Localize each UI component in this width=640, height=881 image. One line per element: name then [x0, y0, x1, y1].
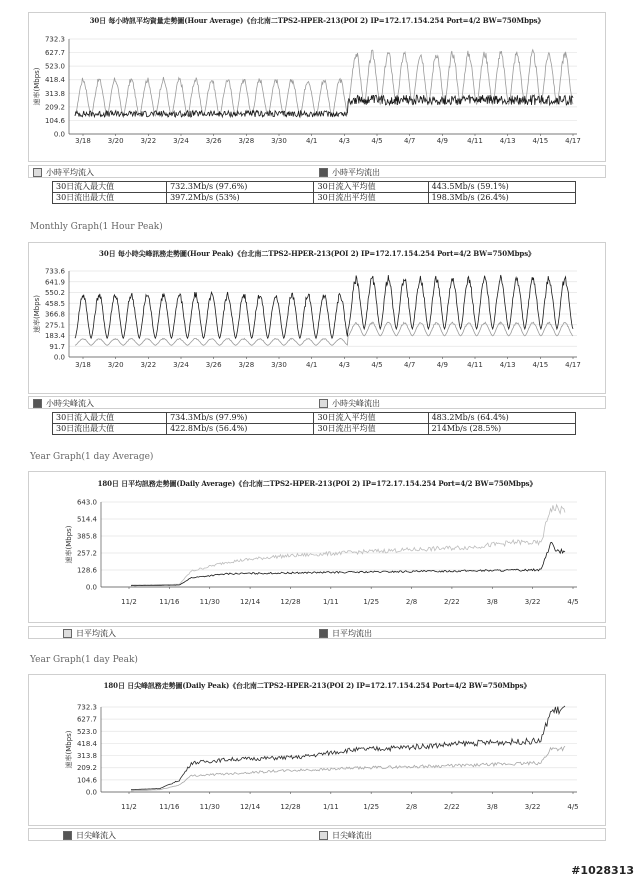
- daily-peak-chart: [29, 687, 605, 827]
- y-axis-label: 速率(Mbps): [33, 67, 41, 106]
- chart-panel-hour-average: [28, 12, 606, 162]
- x-tick-label: 2/8: [405, 598, 418, 606]
- x-tick-label: 4/17: [565, 137, 581, 145]
- y-tick-label: 275.1: [44, 321, 65, 330]
- x-tick-label: 2/22: [444, 803, 460, 811]
- hour-peak-chart: [29, 253, 605, 393]
- y-tick-label: 209.2: [76, 764, 97, 773]
- x-tick-label: 1/25: [363, 598, 380, 606]
- x-tick-label: 4/5: [371, 361, 383, 369]
- series-line-out: [131, 542, 565, 585]
- x-tick-label: 2/8: [405, 803, 418, 811]
- y-tick-label: 627.7: [76, 715, 97, 724]
- series-line-out: [75, 322, 573, 345]
- x-tick-label: 3/26: [205, 361, 222, 369]
- legend-item-in: [63, 830, 116, 841]
- y-tick-label: 458.5: [44, 299, 65, 308]
- y-axis-label: 速率(Mbps): [65, 730, 73, 769]
- hour-average-chart: [29, 21, 605, 161]
- x-tick-label: 3/28: [238, 361, 255, 369]
- legend-label: 小時平均流出: [332, 168, 380, 177]
- y-tick-label: 209.2: [44, 103, 65, 112]
- swatch-icon: [33, 399, 42, 408]
- chart-panel-daily-average: [28, 471, 606, 623]
- y-tick-label: 0.0: [53, 130, 65, 139]
- stat-value: 732.3Mb/s (97.6%): [167, 182, 314, 193]
- stat-label: 30日流入最大值: [53, 413, 167, 424]
- chart-panel-daily-peak: [28, 674, 606, 826]
- stat-label: 30日流出平均值: [314, 424, 428, 435]
- table-row: [53, 413, 576, 424]
- x-tick-label: 4/3: [338, 361, 350, 369]
- legend-label: 日尖峰流入: [76, 831, 116, 840]
- legend-item-in: [33, 398, 94, 409]
- x-tick-label: 4/5: [567, 803, 579, 811]
- section-heading-year-peak: Year Graph(1 day Peak): [30, 655, 138, 665]
- y-tick-label: 523.0: [76, 727, 97, 736]
- y-tick-label: 104.6: [44, 116, 65, 125]
- watermark: #1028313: [571, 864, 634, 877]
- x-tick-label: 4/5: [371, 137, 383, 145]
- x-tick-label: 1/25: [363, 803, 380, 811]
- x-tick-label: 11/30: [199, 598, 220, 606]
- series-line-out: [75, 95, 573, 117]
- legend: [28, 626, 606, 639]
- stat-value: 734.3Mb/s (97.9%): [167, 413, 314, 424]
- x-tick-label: 3/24: [173, 137, 189, 145]
- table-row: [53, 193, 576, 204]
- x-tick-label: 4/3: [338, 137, 350, 145]
- swatch-icon: [33, 168, 42, 177]
- x-tick-label: 4/9: [436, 361, 448, 369]
- y-tick-label: 385.8: [76, 532, 97, 541]
- x-tick-label: 3/22: [524, 598, 541, 606]
- y-tick-label: 418.4: [76, 739, 97, 748]
- y-tick-label: 514.4: [76, 515, 97, 524]
- y-tick-label: 733.6: [44, 267, 65, 276]
- stat-label: 30日流出最大值: [53, 424, 167, 435]
- y-tick-label: 91.7: [49, 342, 65, 351]
- x-tick-label: 11/2: [121, 803, 137, 811]
- chart-title: 30日 每小時訊平均資量走勢圖(Hour Average)《台北南二TPS2-HPER-213(POI 2) IP=172.17.154.254 Port=4/2 BW=750Mbps》: [89, 16, 545, 25]
- daily-average-chart: [29, 484, 605, 624]
- x-tick-label: 1/11: [322, 803, 339, 811]
- y-tick-label: 641.9: [44, 278, 65, 287]
- y-tick-label: 523.0: [44, 62, 65, 71]
- series-line-out: [131, 746, 565, 791]
- x-tick-label: 4/7: [404, 137, 416, 145]
- x-tick-label: 11/16: [159, 598, 180, 606]
- x-tick-label: 3/26: [205, 137, 222, 145]
- y-tick-label: 104.6: [76, 776, 97, 785]
- series-line-in: [131, 505, 565, 585]
- legend-item-in: [33, 167, 94, 178]
- section-heading-monthly-peak: Monthly Graph(1 Hour Peak): [30, 222, 163, 232]
- x-tick-label: 4/5: [567, 598, 579, 606]
- x-tick-label: 3/18: [75, 137, 91, 145]
- x-tick-label: 3/20: [107, 361, 124, 369]
- x-tick-label: 12/28: [280, 803, 301, 811]
- stat-label: 30日流出平均值: [314, 193, 428, 204]
- x-tick-label: 4/17: [565, 361, 581, 369]
- y-tick-label: 257.2: [76, 549, 97, 558]
- legend-item-out: [319, 830, 372, 841]
- y-tick-label: 313.8: [44, 89, 65, 98]
- x-tick-label: 4/11: [467, 361, 483, 369]
- x-tick-label: 4/15: [532, 361, 549, 369]
- stat-value: 483.2Mb/s (64.4%): [428, 413, 575, 424]
- legend-label: 小時尖峰流出: [332, 399, 380, 408]
- y-tick-label: 313.8: [76, 752, 97, 761]
- stat-value: 422.8Mb/s (56.4%): [167, 424, 314, 435]
- legend-item-out: [319, 398, 380, 409]
- stat-label: 30日流入平均值: [314, 182, 428, 193]
- chart-title: 180日 日平均訊務走勢圖(Daily Average)《台北南二TPS2-HPER-213(POI 2) IP=172.17.154.254 Port=4/2 BW=750Mbps》: [97, 479, 537, 488]
- y-axis-label: 速率(Mbps): [65, 525, 73, 564]
- y-tick-label: 0.0: [85, 788, 97, 797]
- x-tick-label: 4/13: [499, 137, 516, 145]
- y-tick-label: 366.8: [44, 310, 65, 319]
- swatch-icon: [319, 168, 328, 177]
- y-tick-label: 418.4: [44, 76, 65, 85]
- y-tick-label: 643.0: [76, 498, 97, 507]
- chart-title: 30日 每小時尖峰訊務走勢圖(Hour Peak)《台北南二TPS2-HPER-213(POI 2) IP=172.17.154.254 Port=4/2 BW=750Mbps》: [99, 249, 535, 258]
- legend-label: 小時尖峰流入: [46, 399, 94, 408]
- x-tick-label: 4/13: [499, 361, 516, 369]
- x-tick-label: 3/22: [140, 361, 157, 369]
- table-row: [53, 182, 576, 193]
- x-tick-label: 3/28: [238, 137, 255, 145]
- y-tick-label: 128.6: [76, 566, 97, 575]
- x-tick-label: 3/24: [173, 361, 189, 369]
- swatch-icon: [319, 831, 328, 840]
- x-tick-label: 3/20: [107, 137, 124, 145]
- stats-table: [52, 181, 576, 204]
- swatch-icon: [63, 629, 72, 638]
- chart-panel-hour-peak: [28, 242, 606, 394]
- x-tick-label: 12/14: [239, 598, 261, 606]
- y-tick-label: 732.3: [76, 703, 97, 712]
- stat-value: 198.3Mb/s (26.4%): [428, 193, 575, 204]
- y-tick-label: 0.0: [53, 353, 65, 362]
- x-tick-label: 4/9: [436, 137, 448, 145]
- x-tick-label: 4/15: [532, 137, 549, 145]
- section-heading-year-average: Year Graph(1 day Average): [30, 452, 154, 462]
- legend-item-in: [63, 628, 116, 639]
- y-tick-label: 732.3: [44, 35, 65, 44]
- stat-label: 30日流入平均值: [314, 413, 428, 424]
- x-tick-label: 3/18: [75, 361, 91, 369]
- stats-table: [52, 412, 576, 435]
- x-tick-label: 12/28: [280, 598, 301, 606]
- x-tick-label: 4/11: [467, 137, 483, 145]
- x-tick-label: 4/1: [306, 137, 318, 145]
- y-tick-label: 0.0: [85, 583, 97, 592]
- x-tick-label: 3/30: [271, 361, 287, 369]
- stat-value: 443.5Mb/s (59.1%): [428, 182, 575, 193]
- x-tick-label: 1/11: [322, 598, 339, 606]
- stat-label: 30日流入最大值: [53, 182, 167, 193]
- stat-value: 397.2Mb/s (53%): [167, 193, 314, 204]
- series-line-in: [75, 275, 573, 338]
- x-tick-label: 3/22: [524, 803, 541, 811]
- legend: [28, 396, 606, 409]
- x-tick-label: 3/8: [486, 598, 498, 606]
- stat-value: 214Mb/s (28.5%): [428, 424, 575, 435]
- legend: [28, 828, 606, 841]
- legend: [28, 165, 606, 178]
- legend-label: 小時平均流入: [46, 168, 94, 177]
- swatch-icon: [319, 629, 328, 638]
- chart-title: 180日 日尖峰訊務走勢圖(Daily Peak)《台北南二TPS2-HPER-213(POI 2) IP=172.17.154.254 Port=4/2 BW=750Mbps》: [103, 681, 531, 690]
- x-tick-label: 3/22: [140, 137, 157, 145]
- y-axis-label: 速率(Mbps): [33, 294, 41, 334]
- x-tick-label: 4/7: [404, 361, 416, 369]
- x-tick-label: 11/30: [199, 803, 220, 811]
- y-tick-label: 550.2: [44, 289, 65, 297]
- x-tick-label: 12/14: [239, 803, 261, 811]
- stat-label: 30日流出最大值: [53, 193, 167, 204]
- legend-item-out: [319, 167, 380, 178]
- x-tick-label: 11/2: [121, 598, 137, 606]
- x-tick-label: 3/8: [486, 803, 498, 811]
- x-tick-label: 4/1: [306, 361, 318, 369]
- swatch-icon: [319, 399, 328, 408]
- x-tick-label: 3/30: [271, 137, 287, 145]
- x-tick-label: 2/22: [444, 598, 460, 606]
- legend-item-out: [319, 628, 372, 639]
- x-tick-label: 11/16: [159, 803, 180, 811]
- legend-label: 日平均流出: [332, 629, 372, 638]
- legend-label: 日平均流入: [76, 629, 116, 638]
- series-line-in: [75, 50, 573, 116]
- series-line-in: [131, 706, 565, 790]
- y-tick-label: 627.7: [44, 49, 65, 58]
- table-row: [53, 424, 576, 435]
- swatch-icon: [63, 831, 72, 840]
- y-tick-label: 183.4: [44, 332, 65, 340]
- legend-label: 日尖峰流出: [332, 831, 372, 840]
